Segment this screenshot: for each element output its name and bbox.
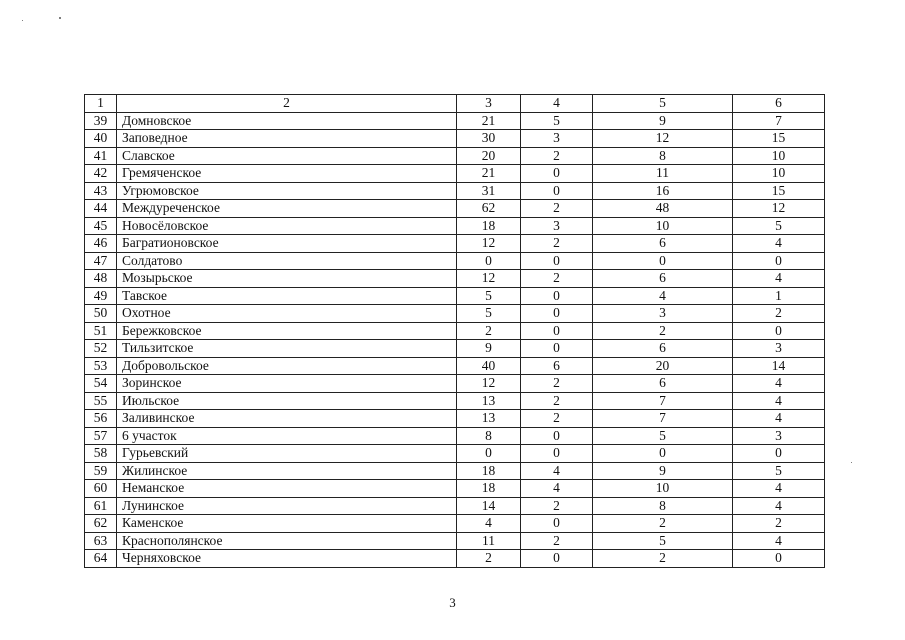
- value-cell: 2: [593, 322, 733, 340]
- data-table-container: [84, 94, 824, 568]
- value-cell: 21: [457, 112, 521, 130]
- settlement-name-cell: Заливинское: [117, 410, 457, 428]
- table-row: [85, 252, 825, 270]
- settlement-name-cell: Заповедное: [117, 130, 457, 148]
- value-cell: 0: [457, 445, 521, 463]
- row-number-cell: 44: [85, 200, 117, 218]
- value-cell: 12: [457, 270, 521, 288]
- column-header: 5: [593, 95, 733, 113]
- row-number-cell: 49: [85, 287, 117, 305]
- value-cell: 0: [521, 515, 593, 533]
- value-cell: 8: [593, 147, 733, 165]
- scan-speck: [59, 17, 61, 19]
- table-row: [85, 550, 825, 568]
- row-number-cell: 41: [85, 147, 117, 165]
- row-number-cell: 40: [85, 130, 117, 148]
- value-cell: 15: [733, 130, 825, 148]
- value-cell: 3: [733, 427, 825, 445]
- value-cell: 2: [521, 392, 593, 410]
- row-number-cell: 53: [85, 357, 117, 375]
- value-cell: 4: [521, 480, 593, 498]
- value-cell: 2: [521, 532, 593, 550]
- value-cell: 2: [733, 305, 825, 323]
- column-header: 1: [85, 95, 117, 113]
- value-cell: 2: [521, 270, 593, 288]
- value-cell: 5: [593, 532, 733, 550]
- value-cell: 0: [521, 165, 593, 183]
- value-cell: 5: [593, 427, 733, 445]
- value-cell: 3: [593, 305, 733, 323]
- value-cell: 0: [593, 445, 733, 463]
- value-cell: 30: [457, 130, 521, 148]
- value-cell: 13: [457, 410, 521, 428]
- value-cell: 2: [733, 515, 825, 533]
- settlement-name-cell: Жилинское: [117, 462, 457, 480]
- value-cell: 2: [457, 322, 521, 340]
- value-cell: 6: [593, 235, 733, 253]
- value-cell: 5: [521, 112, 593, 130]
- value-cell: 12: [733, 200, 825, 218]
- row-number-cell: 39: [85, 112, 117, 130]
- value-cell: 0: [593, 252, 733, 270]
- value-cell: 10: [733, 165, 825, 183]
- settlement-name-cell: Охотное: [117, 305, 457, 323]
- value-cell: 9: [593, 112, 733, 130]
- value-cell: 4: [733, 532, 825, 550]
- scan-speck: [851, 462, 852, 463]
- value-cell: 2: [521, 200, 593, 218]
- value-cell: 7: [733, 112, 825, 130]
- table-row: [85, 305, 825, 323]
- value-cell: 5: [733, 217, 825, 235]
- table-row: [85, 270, 825, 288]
- settlement-name-cell: Тавское: [117, 287, 457, 305]
- settlement-name-cell: Угрюмовское: [117, 182, 457, 200]
- value-cell: 0: [521, 322, 593, 340]
- value-cell: 31: [457, 182, 521, 200]
- table-body: [85, 112, 825, 567]
- value-cell: 4: [733, 480, 825, 498]
- value-cell: 12: [457, 375, 521, 393]
- value-cell: 8: [457, 427, 521, 445]
- settlement-name-cell: Солдатово: [117, 252, 457, 270]
- value-cell: 18: [457, 480, 521, 498]
- table-row: [85, 497, 825, 515]
- settlement-name-cell: Краснополянское: [117, 532, 457, 550]
- value-cell: 62: [457, 200, 521, 218]
- row-number-cell: 59: [85, 462, 117, 480]
- value-cell: 0: [521, 182, 593, 200]
- value-cell: 4: [593, 287, 733, 305]
- settlement-name-cell: Каменское: [117, 515, 457, 533]
- row-number-cell: 47: [85, 252, 117, 270]
- column-header: 6: [733, 95, 825, 113]
- row-number-cell: 61: [85, 497, 117, 515]
- settlement-name-cell: Бережковское: [117, 322, 457, 340]
- value-cell: 20: [457, 147, 521, 165]
- value-cell: 4: [733, 497, 825, 515]
- value-cell: 12: [593, 130, 733, 148]
- row-number-cell: 51: [85, 322, 117, 340]
- page-number: 3: [449, 595, 456, 610]
- row-number-cell: 57: [85, 427, 117, 445]
- value-cell: 3: [521, 217, 593, 235]
- table-row: [85, 130, 825, 148]
- value-cell: 6: [521, 357, 593, 375]
- value-cell: 4: [733, 375, 825, 393]
- value-cell: 2: [457, 550, 521, 568]
- value-cell: 11: [457, 532, 521, 550]
- value-cell: 0: [521, 427, 593, 445]
- value-cell: 15: [733, 182, 825, 200]
- value-cell: 18: [457, 462, 521, 480]
- value-cell: 21: [457, 165, 521, 183]
- table-row: [85, 515, 825, 533]
- row-number-cell: 52: [85, 340, 117, 358]
- value-cell: 2: [521, 410, 593, 428]
- settlement-name-cell: Лунинское: [117, 497, 457, 515]
- data-table: [84, 94, 825, 568]
- value-cell: 6: [593, 270, 733, 288]
- value-cell: 0: [457, 252, 521, 270]
- value-cell: 14: [457, 497, 521, 515]
- value-cell: 8: [593, 497, 733, 515]
- value-cell: 0: [521, 252, 593, 270]
- value-cell: 2: [521, 497, 593, 515]
- column-header: 3: [457, 95, 521, 113]
- table-row: [85, 392, 825, 410]
- value-cell: 14: [733, 357, 825, 375]
- table-row: [85, 182, 825, 200]
- value-cell: 13: [457, 392, 521, 410]
- table-row: [85, 217, 825, 235]
- value-cell: 0: [521, 550, 593, 568]
- settlement-name-cell: Междуреченское: [117, 200, 457, 218]
- value-cell: 2: [521, 147, 593, 165]
- table-row: [85, 532, 825, 550]
- row-number-cell: 56: [85, 410, 117, 428]
- value-cell: 11: [593, 165, 733, 183]
- settlement-name-cell: Мозырьское: [117, 270, 457, 288]
- value-cell: 2: [521, 235, 593, 253]
- settlement-name-cell: Тильзитское: [117, 340, 457, 358]
- table-row: [85, 462, 825, 480]
- settlement-name-cell: Гурьевский: [117, 445, 457, 463]
- settlement-name-cell: Черняховское: [117, 550, 457, 568]
- value-cell: 40: [457, 357, 521, 375]
- value-cell: 0: [521, 445, 593, 463]
- value-cell: 12: [457, 235, 521, 253]
- value-cell: 5: [733, 462, 825, 480]
- value-cell: 10: [733, 147, 825, 165]
- value-cell: 4: [457, 515, 521, 533]
- row-number-cell: 60: [85, 480, 117, 498]
- value-cell: 9: [593, 462, 733, 480]
- value-cell: 3: [521, 130, 593, 148]
- value-cell: 7: [593, 392, 733, 410]
- value-cell: 0: [521, 340, 593, 358]
- table-row: [85, 165, 825, 183]
- row-number-cell: 54: [85, 375, 117, 393]
- value-cell: 7: [593, 410, 733, 428]
- value-cell: 0: [733, 252, 825, 270]
- row-number-cell: 62: [85, 515, 117, 533]
- value-cell: 9: [457, 340, 521, 358]
- value-cell: 18: [457, 217, 521, 235]
- value-cell: 4: [733, 410, 825, 428]
- table-row: [85, 147, 825, 165]
- table-row: [85, 112, 825, 130]
- value-cell: 10: [593, 217, 733, 235]
- settlement-name-cell: Июльское: [117, 392, 457, 410]
- row-number-cell: 50: [85, 305, 117, 323]
- value-cell: 5: [457, 305, 521, 323]
- row-number-cell: 58: [85, 445, 117, 463]
- value-cell: 6: [593, 375, 733, 393]
- value-cell: 48: [593, 200, 733, 218]
- settlement-name-cell: Домновское: [117, 112, 457, 130]
- scan-speck: [22, 20, 23, 21]
- table-row: [85, 200, 825, 218]
- value-cell: 2: [593, 515, 733, 533]
- settlement-name-cell: 6 участок: [117, 427, 457, 445]
- value-cell: 0: [733, 445, 825, 463]
- value-cell: 0: [733, 550, 825, 568]
- value-cell: 3: [733, 340, 825, 358]
- table-row: [85, 322, 825, 340]
- value-cell: 1: [733, 287, 825, 305]
- value-cell: 20: [593, 357, 733, 375]
- table-row: [85, 287, 825, 305]
- row-number-cell: 43: [85, 182, 117, 200]
- table-row: [85, 375, 825, 393]
- settlement-name-cell: Зоринское: [117, 375, 457, 393]
- settlement-name-cell: Неманское: [117, 480, 457, 498]
- settlement-name-cell: Добровольское: [117, 357, 457, 375]
- table-row: [85, 357, 825, 375]
- value-cell: 2: [521, 375, 593, 393]
- value-cell: 16: [593, 182, 733, 200]
- table-row: [85, 445, 825, 463]
- row-number-cell: 64: [85, 550, 117, 568]
- value-cell: 0: [733, 322, 825, 340]
- settlement-name-cell: Славское: [117, 147, 457, 165]
- value-cell: 4: [521, 462, 593, 480]
- row-number-cell: 48: [85, 270, 117, 288]
- value-cell: 0: [521, 305, 593, 323]
- row-number-cell: 63: [85, 532, 117, 550]
- row-number-cell: 46: [85, 235, 117, 253]
- table-row: [85, 410, 825, 428]
- value-cell: 6: [593, 340, 733, 358]
- table-row: [85, 235, 825, 253]
- table-row: [85, 427, 825, 445]
- row-number-cell: 45: [85, 217, 117, 235]
- value-cell: 0: [521, 287, 593, 305]
- value-cell: 4: [733, 235, 825, 253]
- table-row: [85, 480, 825, 498]
- table-header-row: [85, 95, 825, 113]
- value-cell: 5: [457, 287, 521, 305]
- table-row: [85, 340, 825, 358]
- settlement-name-cell: Багратионовское: [117, 235, 457, 253]
- row-number-cell: 55: [85, 392, 117, 410]
- column-header: 2: [117, 95, 457, 113]
- value-cell: 4: [733, 270, 825, 288]
- value-cell: 2: [593, 550, 733, 568]
- value-cell: 10: [593, 480, 733, 498]
- settlement-name-cell: Новосёловское: [117, 217, 457, 235]
- settlement-name-cell: Гремяченское: [117, 165, 457, 183]
- row-number-cell: 42: [85, 165, 117, 183]
- column-header: 4: [521, 95, 593, 113]
- value-cell: 4: [733, 392, 825, 410]
